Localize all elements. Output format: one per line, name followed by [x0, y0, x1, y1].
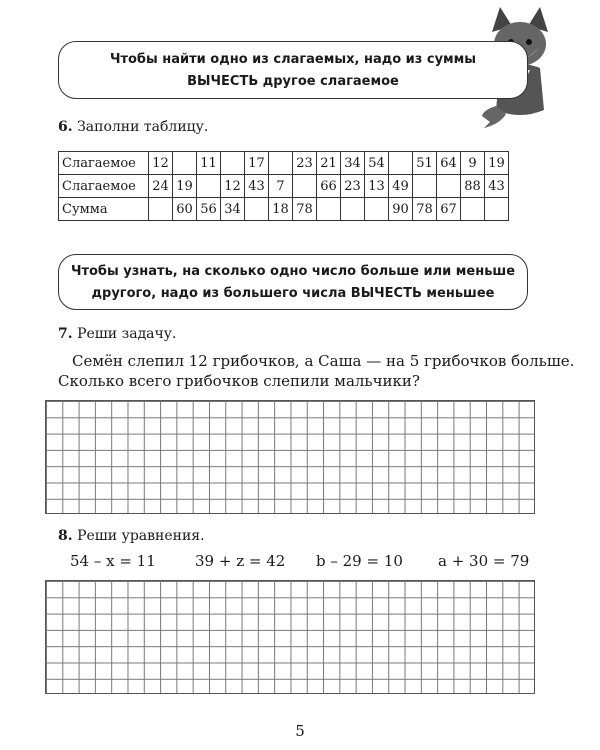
exercise-7-title	[58, 326, 176, 342]
table-cell: 12	[149, 152, 173, 175]
table-row	[59, 175, 509, 198]
table-cell: 64	[437, 152, 461, 175]
exercise-6-title	[58, 119, 208, 135]
table-cell	[149, 198, 173, 221]
equation: a + 30 = 79	[438, 552, 530, 570]
problem-line: Семён слепил 12 грибочков, а Саша — на 5 грибочков больше.	[72, 352, 575, 370]
table-cell: 60	[173, 198, 197, 221]
answer-grid-task7[interactable]	[45, 400, 535, 514]
table-cell	[437, 175, 461, 198]
row-label: Слагаемое	[59, 175, 149, 198]
table-cell: 78	[413, 198, 437, 221]
addition-table	[58, 151, 509, 221]
table-cell: 56	[197, 198, 221, 221]
table-cell	[317, 198, 341, 221]
table-cell: 24	[149, 175, 173, 198]
table-cell: 18	[269, 198, 293, 221]
rule-box-difference	[58, 254, 528, 310]
table-cell	[221, 152, 245, 175]
table-cell: 67	[437, 198, 461, 221]
equation: 54 – x = 11	[70, 552, 156, 570]
table-cell	[245, 198, 269, 221]
table-cell: 13	[365, 175, 389, 198]
rule2-line1: Чтобы узнать, на сколько одно число больше или меньше	[70, 264, 516, 279]
table-cell: 7	[269, 175, 293, 198]
table-cell	[197, 175, 221, 198]
table-row	[59, 198, 509, 221]
table-cell: 34	[221, 198, 245, 221]
exercise-number: 7.	[58, 326, 73, 342]
table-cell: 19	[173, 175, 197, 198]
rule1-line1: Чтобы найти одно из слагаемых, надо из суммы	[109, 52, 477, 67]
table-cell	[269, 152, 293, 175]
table-cell: 88	[461, 175, 485, 198]
table-cell: 12	[221, 175, 245, 198]
exercise-instruction: Заполни таблицу.	[77, 119, 209, 135]
table-cell: 23	[293, 152, 317, 175]
table-cell	[461, 198, 485, 221]
exercise-instruction: Реши задачу.	[77, 326, 177, 342]
table-cell: 17	[245, 152, 269, 175]
table-cell: 34	[341, 152, 365, 175]
table-cell: 66	[317, 175, 341, 198]
table-cell	[389, 152, 413, 175]
answer-grid-task8[interactable]	[45, 580, 535, 694]
table-cell	[413, 175, 437, 198]
table-cell: 21	[317, 152, 341, 175]
row-label: Слагаемое	[59, 152, 149, 175]
exercise-8-title	[58, 528, 205, 544]
rule-box-subtraction	[58, 41, 528, 99]
table-cell: 78	[293, 198, 317, 221]
problem-line: Сколько всего грибочков слепили мальчики?	[58, 372, 420, 390]
rule1-line2: ВЫЧЕСТЬ другое слагаемое	[187, 74, 399, 89]
table-cell: 54	[365, 152, 389, 175]
exercise-instruction: Реши уравнения.	[77, 528, 205, 544]
table-cell: 19	[485, 152, 509, 175]
exercise-number: 8.	[58, 528, 73, 544]
table-cell	[365, 198, 389, 221]
row-label: Сумма	[59, 198, 149, 221]
table-cell	[173, 152, 197, 175]
table-cell: 11	[197, 152, 221, 175]
table-cell	[293, 175, 317, 198]
table-cell: 43	[485, 175, 509, 198]
table-cell: 9	[461, 152, 485, 175]
table-cell: 49	[389, 175, 413, 198]
word-problem	[72, 351, 575, 372]
table-cell: 43	[245, 175, 269, 198]
equation: b – 29 = 10	[316, 552, 403, 570]
word-problem-cont	[58, 371, 543, 392]
table-cell: 90	[389, 198, 413, 221]
page-number: 5	[295, 722, 305, 740]
table-cell: 51	[413, 152, 437, 175]
equation: 39 + z = 42	[195, 552, 286, 570]
rule2-line2: другого, надо из большего числа ВЫЧЕСТЬ меньшее	[91, 286, 495, 301]
table-cell	[485, 198, 509, 221]
table-row	[59, 152, 509, 175]
table-cell	[341, 198, 365, 221]
table-cell: 23	[341, 175, 365, 198]
exercise-number: 6.	[58, 119, 73, 135]
